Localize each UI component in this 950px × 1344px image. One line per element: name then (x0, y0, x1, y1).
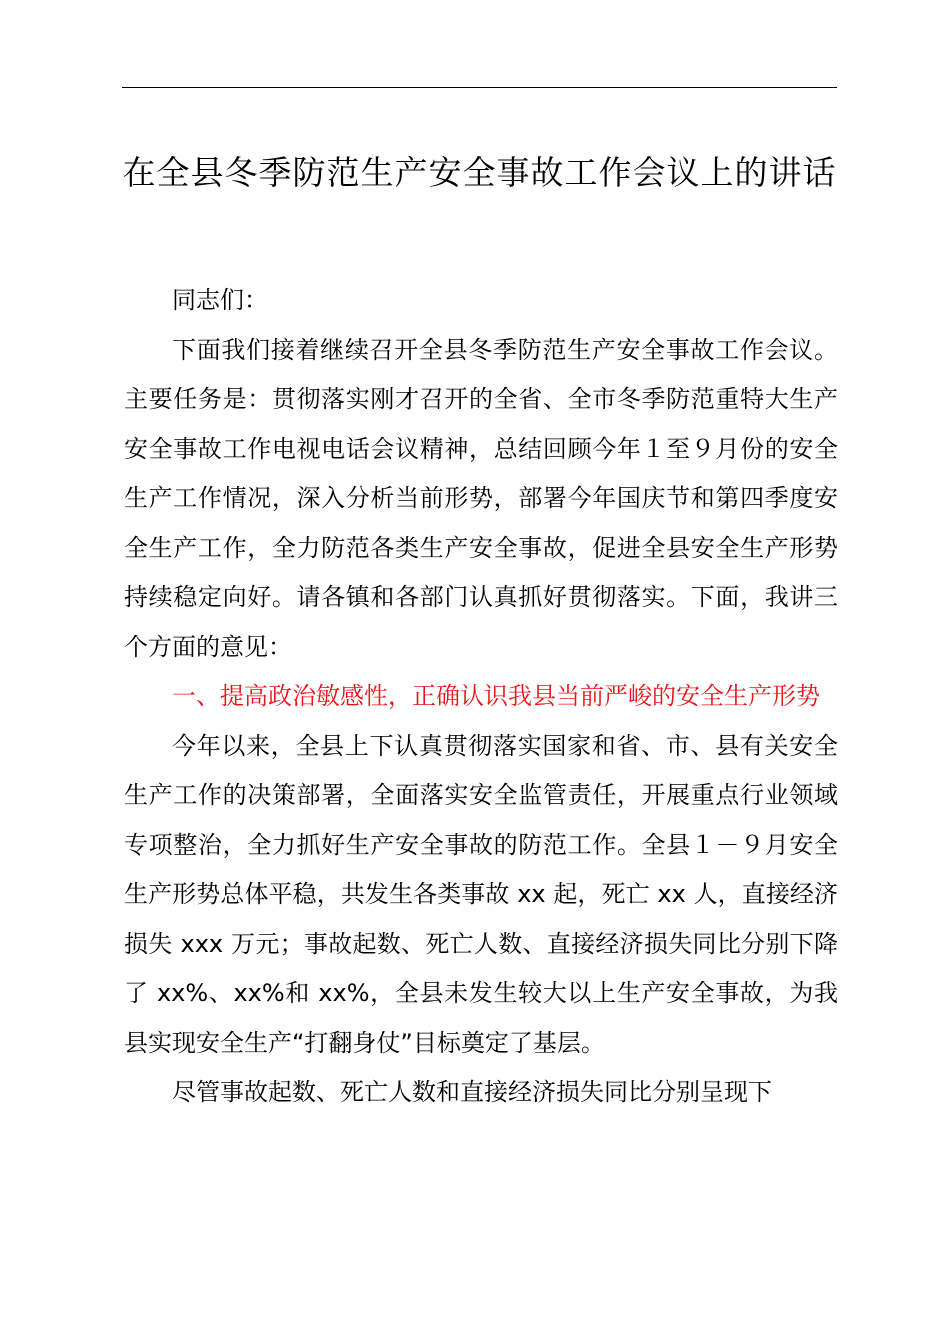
paragraph-situation: 今年以来，全县上下认真贯彻落实国家和省、市、县有关安全生产工作的决策部署，全面落实安全监管责任，开展重点行业领域专项整治，全力抓好生产安全事故的防范工作。全县１－９月安全生产形势总体平稳，共发生各类事故 xx 起，死亡 xx 人，直接经济损失 xxx 万元；事故起数、死亡人数、直接经济损失同比分别下降了 xx%、xx%和 xx%，全县未发生较大以上生产安全事故，为我县实现安全生产“打翻身仗”目标奠定了基层。 (124, 731, 838, 1057)
document-title: 在全县冬季防范生产安全事故工作会议上的讲话 (122, 153, 837, 192)
paragraph-continuation: 尽管事故起数、死亡人数和直接经济损失同比分别呈现下 (172, 1078, 772, 1106)
salutation: 同志们： (172, 286, 268, 314)
paragraph-intro: 下面我们接着继续召开全县冬季防范生产安全事故工作会议。主要任务是：贯彻落实刚才召开的全省、全市冬季防范重特大生产安全事故工作电视电话会议精神，总结回顾今年１至９月份的安全生产工作情况，深入分析当前形势，部署今年国庆节和第四季度安全生产工作，全力防范各类生产安全事故，促进全县安全生产形势持续稳定向好。请各镇和各部门认真抓好贯彻落实。下面，我讲三个方面的意见： (124, 335, 838, 661)
header-rule (122, 87, 837, 88)
section-heading: 一、提高政治敏感性，正确认识我县当前严峻的安全生产形势 (172, 682, 820, 710)
document-body (124, 276, 838, 1118)
